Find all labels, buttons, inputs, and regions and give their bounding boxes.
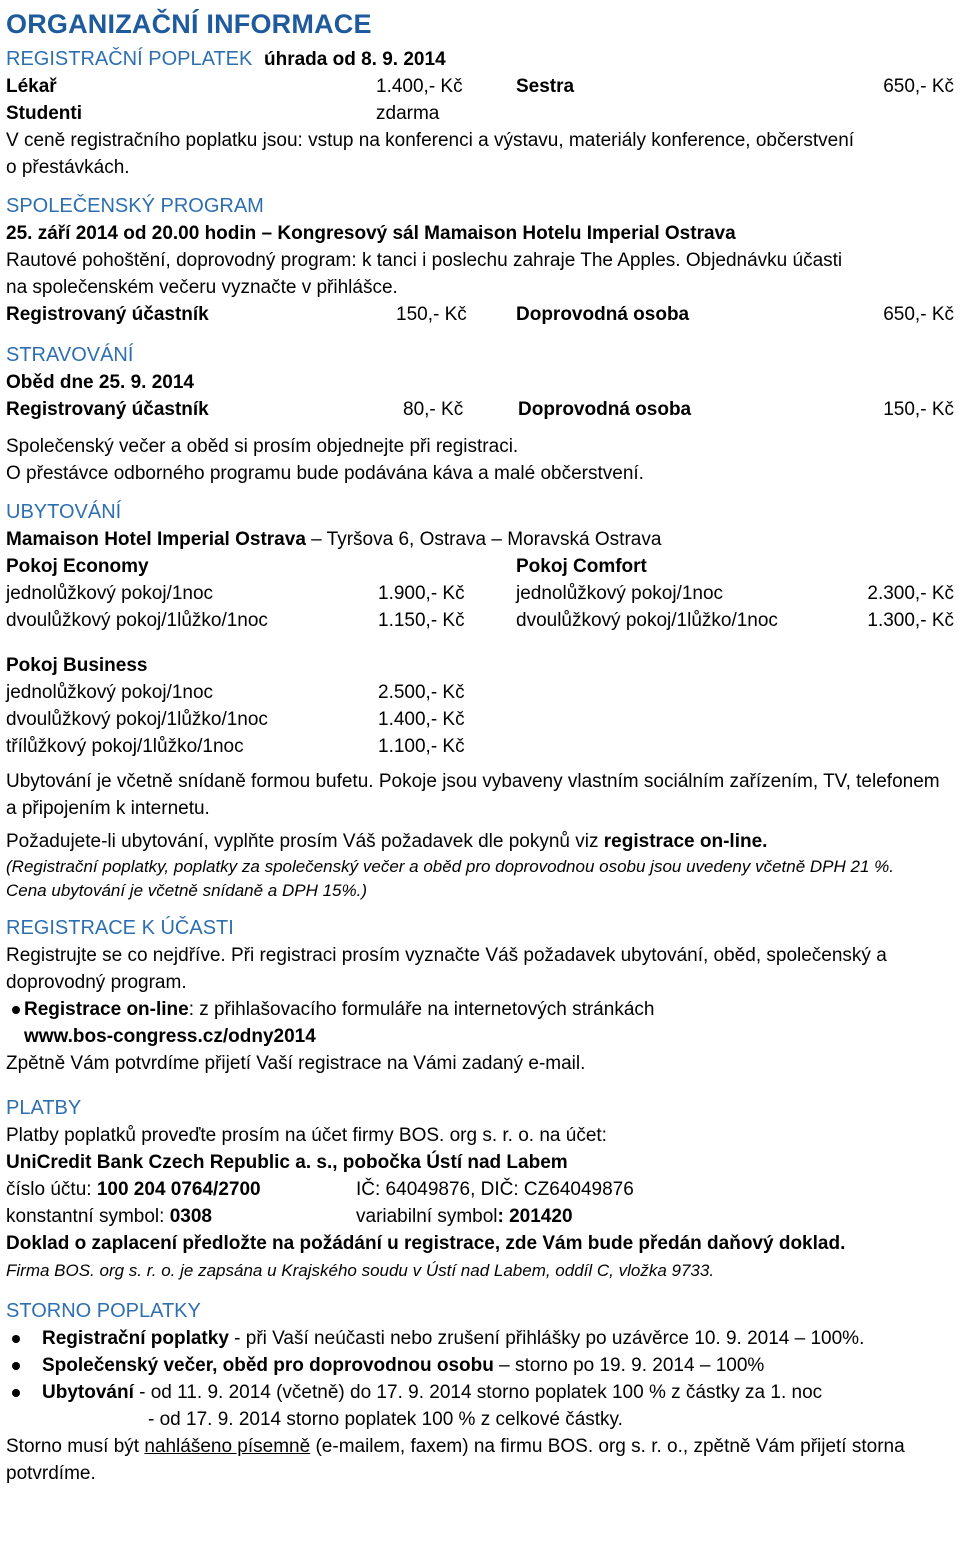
hotel-request-link[interactable]: registrace on-line. [603, 831, 768, 852]
hotel-request-text: Požadujete-li ubytování, vyplňte prosím Váš požadavek dle pokynů viz [6, 831, 604, 852]
room-type-row [6, 553, 954, 580]
business-row-2 [6, 706, 954, 733]
food-comp-price: 150,- Kč [883, 399, 954, 420]
hotel-dash-2: – [486, 529, 508, 550]
hotel-request [6, 828, 954, 855]
hotel-district: Moravská Ostrava [507, 529, 662, 550]
comfort-price-1: 2.300,- Kč [867, 583, 954, 604]
online-text: : z přihlašovacího formuláře na internetových stránkách [188, 999, 655, 1020]
hotel-name: Mamaison Hotel Imperial Ostrava [6, 529, 306, 550]
storno-final-post: (e-mailem, faxem) na firmu BOS. org s. r. o., zpětně Vám přijetí storna [310, 1436, 905, 1457]
online-label: Registrace on-line [24, 999, 189, 1020]
business-row-1 [6, 679, 954, 706]
storno-item-2 [6, 1352, 954, 1379]
comfort-room-1: jednolůžkový pokoj/1noc [516, 583, 724, 604]
storno-item-2-label: Společenský večer, oběd pro doprovodnou osobu [42, 1355, 494, 1376]
storno-final-link: nahlášeno písemně [144, 1436, 311, 1457]
economy-room-1: jednolůžkový pokoj/1noc [6, 583, 214, 604]
registration-intro-1: Registrujte se co nejdříve. Při registraci prosím vyznačte Váš požadavek ubytování, oběd, společenský a [6, 945, 887, 966]
var-symbol-label: variabilní symbol [356, 1206, 498, 1227]
var-symbol-value: : 201420 [497, 1206, 573, 1227]
storno-item-3-cont: - od 17. 9. 2014 storno poplatek 100 % z celkové částky. [148, 1409, 623, 1430]
business-price-1: 2.500,- Kč [378, 682, 465, 703]
account-label: číslo účtu: [6, 1179, 97, 1200]
business-title: Pokoj Business [6, 655, 148, 676]
food-reg-price: 80,- Kč [403, 399, 464, 420]
const-symbol-label: konstantní symbol: [6, 1206, 170, 1227]
storno-final-1 [6, 1433, 954, 1460]
business-row-3 [6, 733, 954, 760]
economy-price-1: 1.900,- Kč [378, 583, 465, 604]
storno-item-3-label: Ubytování [42, 1382, 134, 1403]
registration-intro-2: doprovodný program. [6, 972, 187, 993]
comfort-price-2: 1.300,- Kč [867, 610, 954, 631]
reg-fee-since: úhrada od 8. 9. 2014 [264, 49, 446, 70]
food-heading: STRAVOVÁNÍ [6, 344, 134, 366]
room-row-2 [6, 607, 954, 634]
business-price-2: 1.400,- Kč [378, 709, 465, 730]
storno-item-3-text: - od 11. 9. 2014 (včetně) do 17. 9. 2014 storno poplatek 100 % z částky za 1. noc [133, 1382, 823, 1403]
reg-fee-heading-row [6, 46, 954, 73]
page-title: ORGANIZAČNÍ INFORMACE [6, 9, 372, 39]
food-note-1: Společenský večer a oběd si prosím objednejte při registraci. [6, 436, 519, 457]
business-room-3: třílůžkový pokoj/1lůžko/1noc [6, 736, 244, 757]
nurse-label: Sestra [516, 76, 575, 97]
storno-final-2: potvrdíme. [6, 1463, 96, 1484]
social-price-row [6, 301, 954, 328]
registration-confirm: Zpětně Vám potvrdíme přijetí Vaší registrace na Vámi zadaný e-mail. [6, 1053, 586, 1074]
hotel-street: Tyršova 6, Ostrava [326, 529, 487, 550]
nurse-price: 650,- Kč [883, 76, 954, 97]
storno-item-3 [6, 1379, 954, 1406]
food-price-row [6, 396, 954, 423]
var-symbol [356, 1203, 573, 1230]
social-comp-price: 650,- Kč [883, 304, 954, 325]
reg-fee-note-2: o přestávkách. [6, 157, 130, 178]
hotel-note-2: a připojením k internetu. [6, 798, 210, 819]
social-reg-label: Registrovaný účastník [6, 304, 209, 325]
social-event: 25. září 2014 od 20.00 hodin – Kongresový sál Mamaison Hotelu Imperial Ostrava [6, 223, 736, 244]
registration-heading: REGISTRACE K ÚČASTI [6, 917, 234, 939]
social-heading: SPOLEČENSKÝ PROGRAM [6, 195, 264, 217]
social-desc-2: na společenském večeru vyznačte v přihlášce. [6, 277, 398, 298]
payments-intro: Platby poplatků proveďte prosím na účet firmy BOS. org s. r. o. na účet: [6, 1125, 607, 1146]
reg-fee-doctor-row [6, 73, 954, 100]
storno-item-1 [6, 1325, 954, 1352]
doctor-price: 1.400,- Kč [376, 76, 463, 97]
payments-company: Firma BOS. org s. r. o. je zapsána u Krajského soudu v Ústí nad Labem, oddíl C, vložka 9733. [6, 1261, 715, 1280]
payments-bank: UniCredit Bank Czech Republic a. s., pobočka Ústí nad Labem [6, 1152, 568, 1173]
storno-item-1-text: - při Vaší neúčasti nebo zrušení přihlášky po uzávěrce 10. 9. 2014 – 100%. [228, 1328, 865, 1349]
reg-fee-students-row [6, 100, 954, 127]
food-note-2: O přestávce odborného programu bude podávána káva a malé občerstvení. [6, 463, 644, 484]
hotel-dash-1: – [305, 529, 327, 550]
hotel-address [6, 526, 954, 553]
economy-title: Pokoj Economy [6, 556, 149, 577]
social-desc-1: Rautové pohoštění, doprovodný program: k tanci i poslechu zahraje The Apples. Objednávku účasti [6, 250, 843, 271]
storno-item-2-text: – storno po 19. 9. 2014 – 100% [493, 1355, 765, 1376]
economy-room-2: dvoulůžkový pokoj/1lůžko/1noc [6, 610, 268, 631]
doctor-label: Lékař [6, 76, 57, 97]
storno-heading: STORNO POPLATKY [6, 1300, 201, 1322]
students-label: Studenti [6, 103, 82, 124]
business-room-2: dvoulůžkový pokoj/1lůžko/1noc [6, 709, 268, 730]
economy-price-2: 1.150,- Kč [378, 610, 465, 631]
reg-fee-note-1: V ceně registračního poplatku jsou: vstup na konferenci a výstavu, materiály konference, občerstvení [6, 130, 855, 151]
room-row-1 [6, 580, 954, 607]
registration-url[interactable]: www.bos-congress.cz/odny2014 [24, 1026, 316, 1047]
students-price: zdarma [376, 103, 440, 124]
comfort-room-2: dvoulůžkový pokoj/1lůžko/1noc [516, 610, 778, 631]
payments-receipt: Doklad o zaplacení předložte na požádání u registrace, zde Vám bude předán daňový doklad. [6, 1233, 846, 1254]
payments-account-row [6, 1176, 954, 1203]
food-comp-label: Doprovodná osoba [518, 399, 692, 420]
registration-online-item [6, 996, 954, 1023]
food-lunch: Oběd dne 25. 9. 2014 [6, 372, 194, 393]
social-reg-price: 150,- Kč [396, 304, 467, 325]
business-room-1: jednolůžkový pokoj/1noc [6, 682, 214, 703]
storno-item-1-label: Registrační poplatky [42, 1328, 229, 1349]
hotel-heading: UBYTOVÁNÍ [6, 501, 122, 523]
vat-note-2: Cena ubytování je včetně snídaně a DPH 15%.) [6, 881, 367, 900]
payments-symbol-row [6, 1203, 954, 1230]
comfort-title: Pokoj Comfort [516, 556, 647, 577]
storno-final-pre: Storno musí být [6, 1436, 145, 1457]
ico-dic: IČ: 64049876, DIČ: CZ64049876 [356, 1179, 634, 1200]
business-price-3: 1.100,- Kč [378, 736, 465, 757]
reg-fee-heading: REGISTRAČNÍ POPLATEK [6, 48, 253, 70]
hotel-note-1: Ubytování je včetně snídaně formou bufetu. Pokoje jsou vybaveny vlastním sociálním zařízením, TV, telefonem [6, 771, 940, 792]
food-reg-label: Registrovaný účastník [6, 399, 209, 420]
payments-heading: PLATBY [6, 1097, 82, 1119]
account-value: 100 204 0764/2700 [96, 1179, 261, 1200]
vat-note-1: (Registrační poplatky, poplatky za společenský večer a oběd pro doprovodnou osobu jsou uvedeny včetně DPH 21 %. [6, 857, 894, 876]
social-comp-label: Doprovodná osoba [516, 304, 690, 325]
const-symbol-value: 0308 [169, 1206, 212, 1227]
